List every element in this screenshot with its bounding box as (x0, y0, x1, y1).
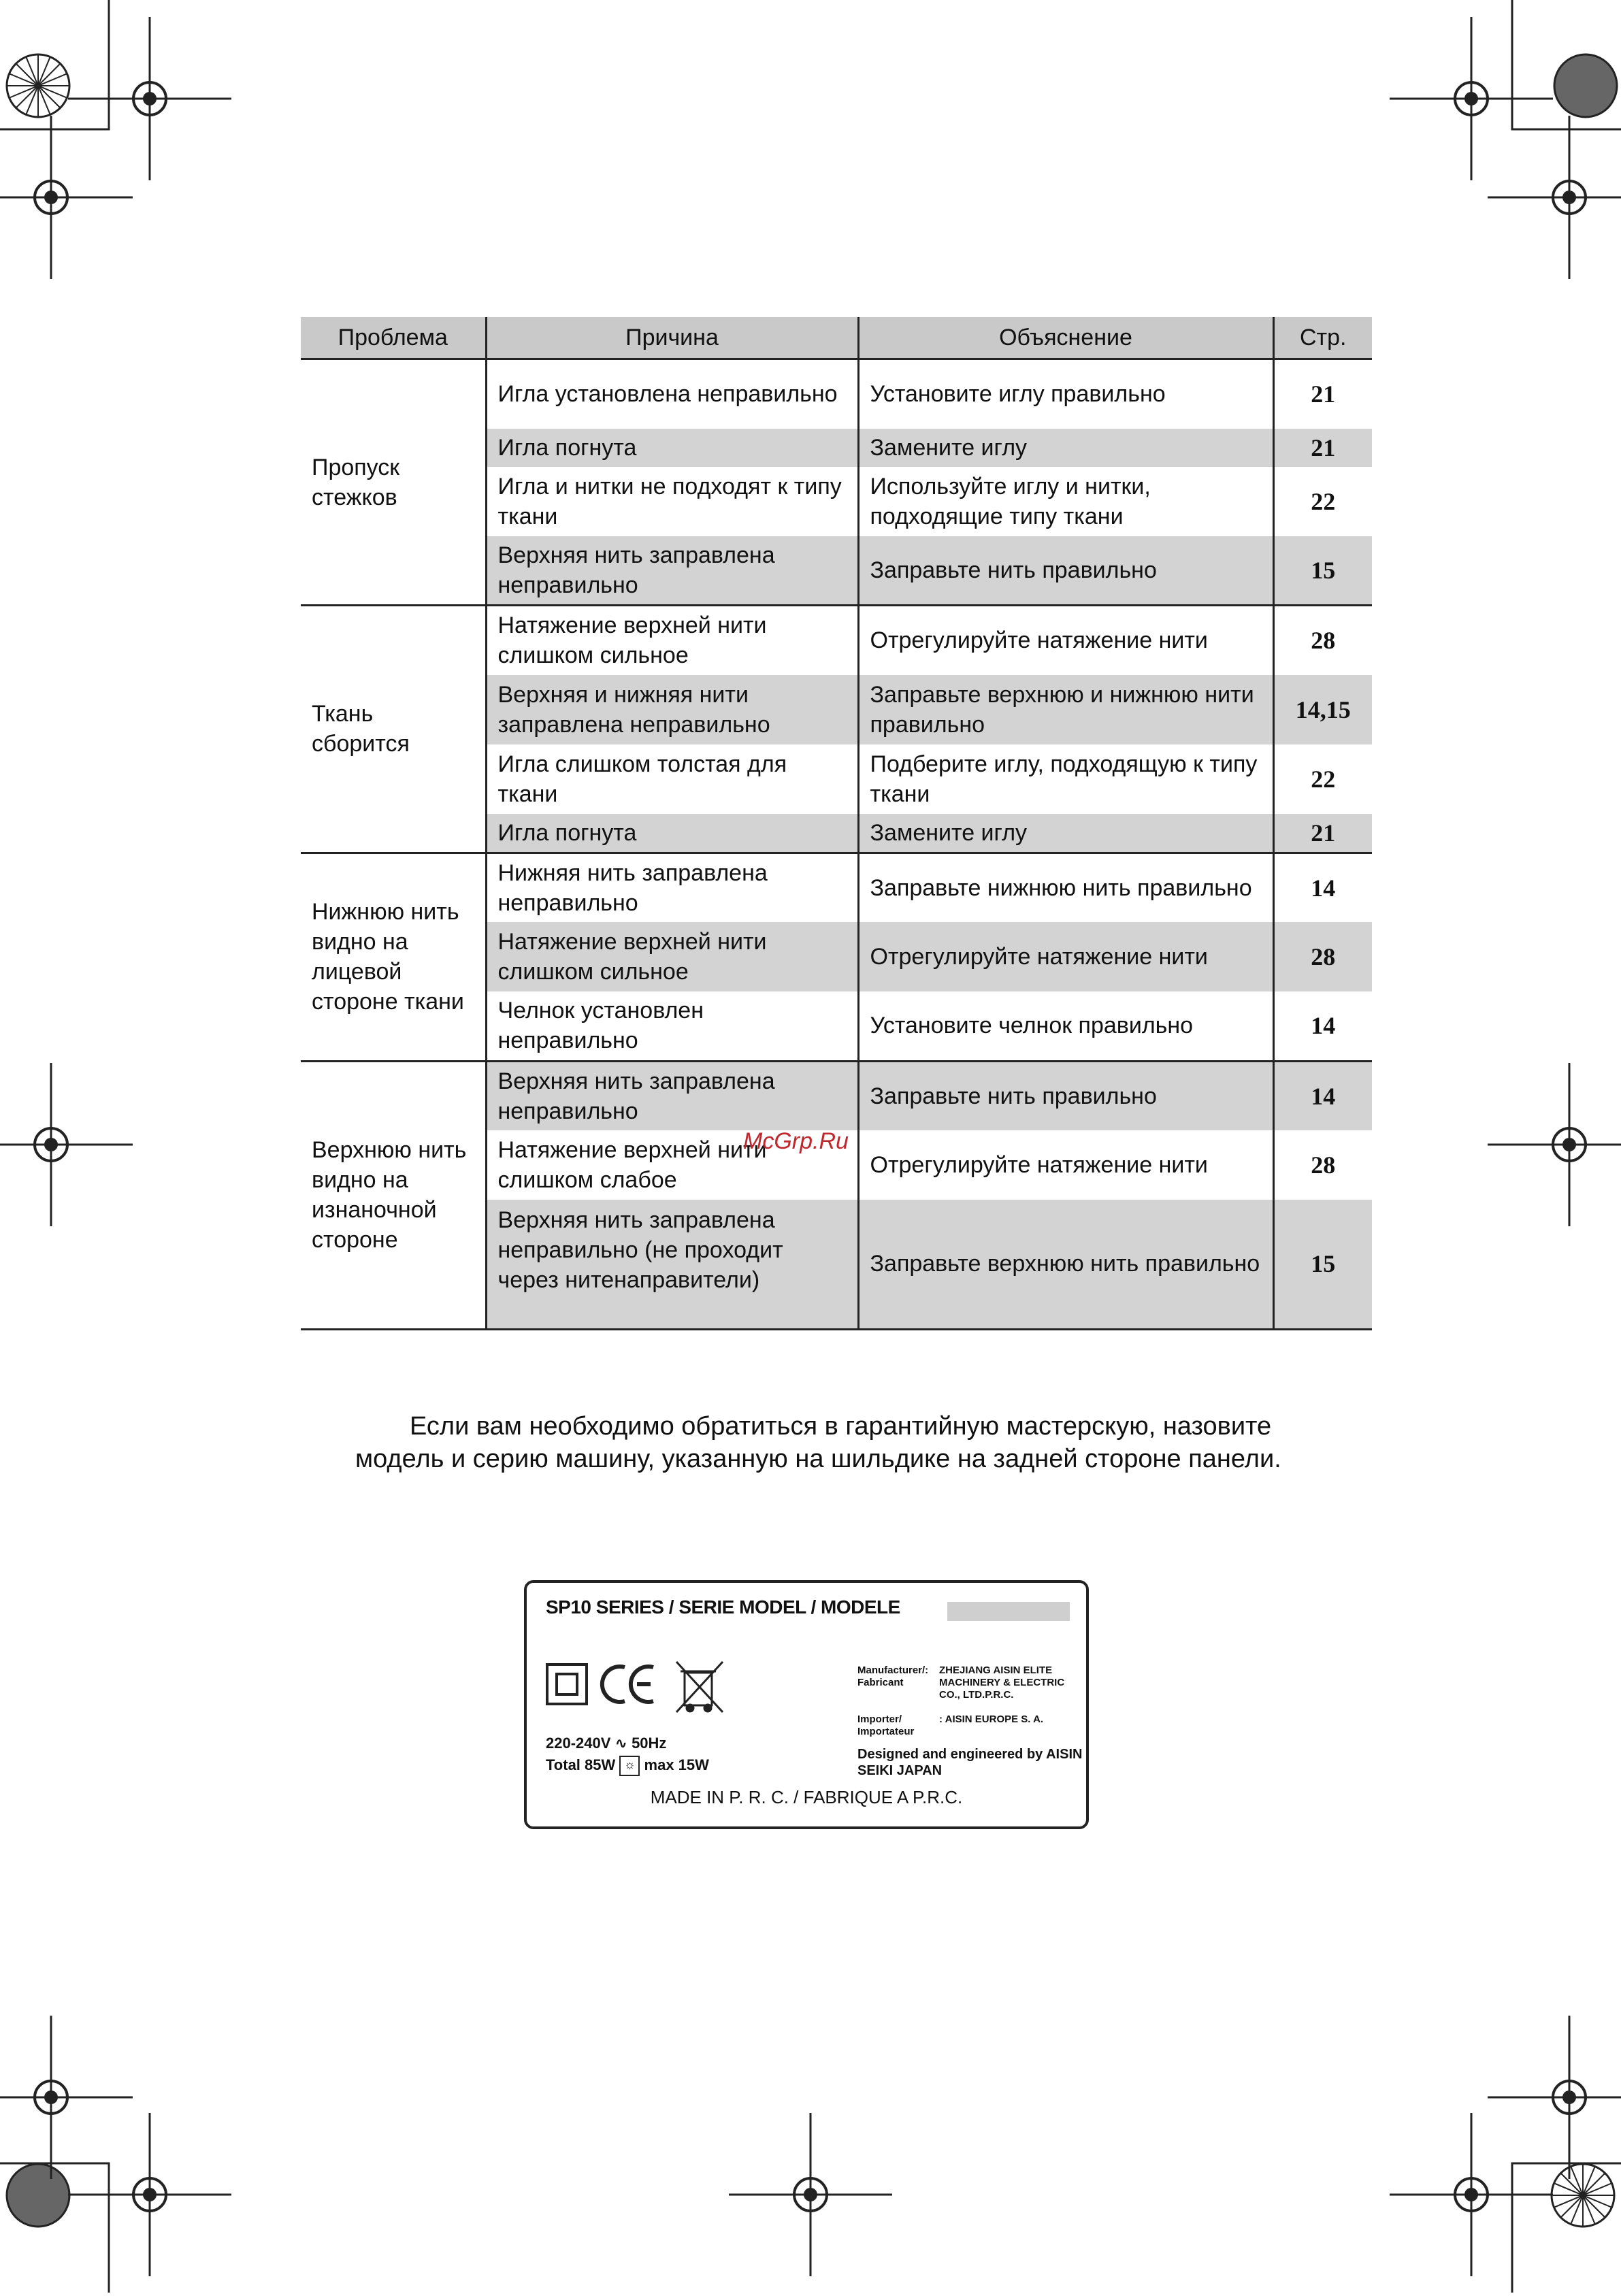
cause-cell: Нижняя нить заправлена неправильно (486, 853, 858, 922)
plate-electrical (546, 1733, 709, 1776)
header-cause: Причина (486, 317, 858, 359)
crosshair-mark (0, 1063, 133, 1226)
explanation-cell: Заправьте нить правильно (858, 536, 1273, 606)
header-page: Стр. (1273, 317, 1372, 359)
page-cell: 21 (1273, 814, 1372, 853)
table-row (301, 1061, 1372, 1130)
plate-manufacturer-block (857, 1664, 1089, 1779)
crosshair-mark (1488, 1063, 1621, 1226)
cause-cell: Верхняя нить заправлена неправильно (486, 536, 858, 606)
explanation-cell: Установите иглу правильно (858, 359, 1273, 429)
cause-cell: Натяжение верхней нити слишком слабое (486, 1130, 858, 1200)
explanation-cell: Отрегулируйте натяжение нити (858, 922, 1273, 991)
troubleshooting-table (301, 317, 1372, 1330)
cause-cell: Игла установлена неправильно (486, 359, 858, 429)
cause-cell: Игла погнута (486, 429, 858, 467)
problem-cell: Верхнюю нить видно на изнаночной стороне (301, 1061, 486, 1329)
plate-model-field (947, 1602, 1070, 1621)
cause-cell: Натяжение верхней нити слишком сильное (486, 606, 858, 675)
certification-icons (544, 1658, 749, 1719)
explanation-cell: Замените иглу (858, 429, 1273, 467)
explanation-cell: Заправьте верхнюю нить правильно (858, 1200, 1273, 1329)
explanation-cell: Подберите иглу, подходящую к типу ткани (858, 744, 1273, 814)
table-row (301, 606, 1372, 675)
page-cell: 15 (1273, 1200, 1372, 1329)
crop-mark (1505, 2156, 1621, 2293)
header-problem: Проблема (301, 317, 486, 359)
explanation-cell: Заправьте нить правильно (858, 1061, 1273, 1130)
plate-lamp-power: max 15W (644, 1756, 709, 1773)
cause-cell: Игла погнута (486, 814, 858, 853)
crop-mark (0, 0, 116, 136)
cause-cell: Верхняя нить заправлена неправильно (486, 1061, 858, 1130)
problem-cell: Нижнюю нить видно на лицевой стороне ткани (301, 853, 486, 1061)
page-cell: 22 (1311, 487, 1336, 515)
cause-cell: Верхняя нить заправлена неправильно (не проходит через нитенаправители) (486, 1200, 858, 1329)
cause-cell: Игла и нитки не подходят к типу ткани (486, 467, 858, 536)
lamp-icon: ☼ (619, 1756, 640, 1776)
crosshair-mark (1488, 116, 1621, 279)
problem-cell: Пропуск стежков (301, 359, 486, 606)
page-cell: 21 (1311, 380, 1336, 408)
cause-cell: Игла слишком толстая для ткани (486, 744, 858, 814)
crop-mark (1505, 0, 1621, 136)
cause-cell: Верхняя и нижняя нити заправлена неправильно (486, 675, 858, 744)
manufacturer-value: ZHEJIANG AISIN ELITE MACHINERY & ELECTRIC CO., LTD.P.R.C. (939, 1664, 1065, 1701)
page-cell: 15 (1273, 536, 1372, 606)
explanation-cell: Отрегулируйте натяжение нити (858, 1130, 1273, 1200)
header-explanation: Объяснение (858, 317, 1273, 359)
rating-plate (524, 1580, 1089, 1829)
importer-value: : AISIN EUROPE S. A. (939, 1713, 1044, 1725)
crosshair-mark (729, 2113, 892, 2276)
page-cell: 21 (1273, 429, 1372, 467)
ce-mark-icon (602, 1667, 653, 1702)
page-cell: 28 (1273, 922, 1372, 991)
cause-cell: Челнок установлен неправильно (486, 991, 858, 1061)
crosshair-mark (0, 116, 133, 279)
plate-total-power: Total 85W (546, 1756, 616, 1773)
page-cell: 28 (1311, 627, 1336, 655)
explanation-cell: Заправьте нижнюю нить правильно (858, 853, 1273, 922)
table-row (301, 359, 1372, 429)
page-cell: 22 (1311, 765, 1336, 793)
crop-mark (0, 2156, 116, 2293)
plate-title: SP10 SERIES / SERIE MODEL / MODELE (546, 1596, 900, 1618)
plate-voltage: 220-240V ∿ 50Hz (546, 1735, 667, 1752)
table-header-row (301, 317, 1372, 359)
watermark: McGrp.Ru (743, 1128, 849, 1154)
explanation-cell: Отрегулируйте натяжение нити (858, 606, 1273, 675)
page-cell: 14 (1273, 1061, 1372, 1130)
importer-label: Importer/ Importateur (857, 1713, 915, 1737)
page-cell: 14,15 (1273, 675, 1372, 744)
explanation-cell: Установите челнок правильно (858, 991, 1273, 1061)
problem-cell: Ткань сборится (301, 606, 486, 853)
page-cell: 14 (1311, 874, 1336, 902)
service-note-text: Если вам необходимо обратиться в гарантийную мастерскую, назовите модель и серию машину, указанную на шильдике на задней стороне панели. (355, 1412, 1281, 1473)
plate-made-in: MADE IN P. R. C. / FABRIQUE A P.R.C. (650, 1787, 963, 1807)
table-row (301, 853, 1372, 922)
explanation-cell: Замените иглу (858, 814, 1273, 853)
double-insulation-icon (547, 1664, 587, 1704)
page-cell: 28 (1311, 1151, 1336, 1179)
explanation-cell: Используйте иглу и нитки, подходящие типу ткани (858, 467, 1273, 536)
designed-by: Designed and engineered by AISIN SEIKI JAPAN (857, 1747, 1083, 1778)
page-cell: 14 (1273, 991, 1372, 1061)
weee-bin-icon (676, 1662, 723, 1712)
manufacturer-label: Manufacturer/: Fabricant (857, 1664, 929, 1688)
cause-cell: Натяжение верхней нити слишком сильное (486, 922, 858, 991)
service-note (355, 1410, 1308, 1475)
explanation-cell: Заправьте верхнюю и нижнюю нити правильно (858, 675, 1273, 744)
